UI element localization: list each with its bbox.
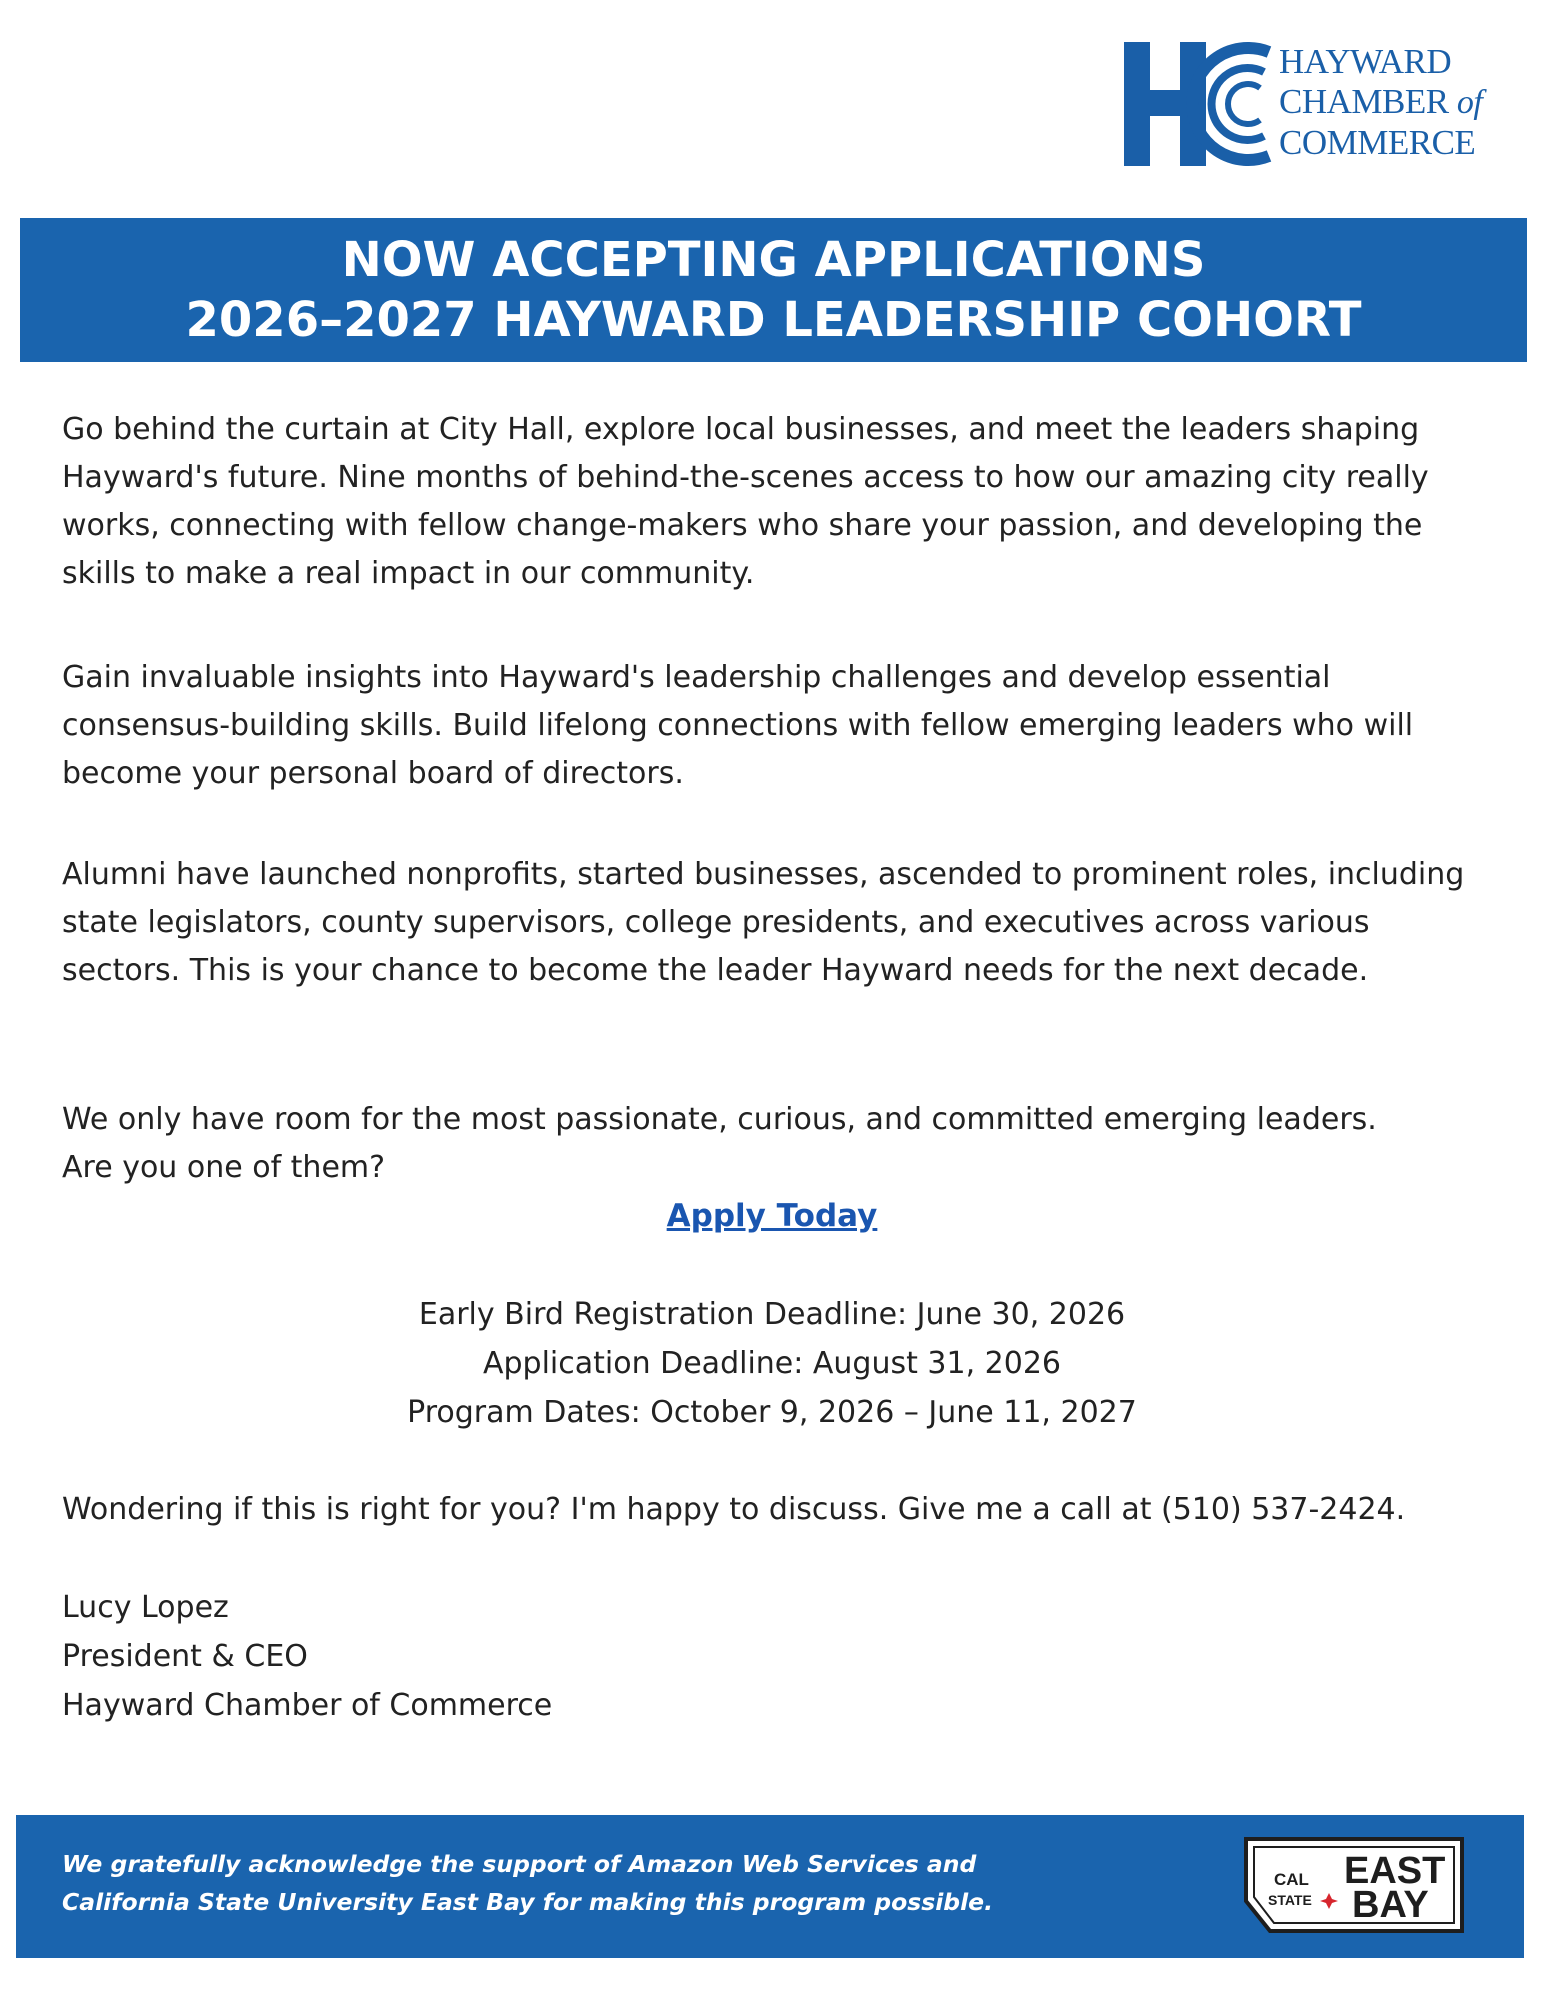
acknowledgement-text xyxy=(62,1845,993,1921)
insights-paragraph xyxy=(62,654,1492,798)
invitation-line-1: We only have room for the most passionate, curious, and committed emerging leaders. xyxy=(62,1102,1377,1137)
logo-of-word: of xyxy=(1456,84,1483,121)
acknowledgement-line-2: California State University East Bay for making this program possible. xyxy=(62,1888,994,1916)
invitation-paragraph xyxy=(62,1096,1492,1192)
logo-chamber-word: CHAMBER xyxy=(1279,82,1449,121)
signature-title: President & CEO xyxy=(62,1639,308,1674)
contact-paragraph xyxy=(62,1486,1492,1534)
csueb-state-text: STATE xyxy=(1268,1892,1312,1908)
csueb-bay-text: BAY xyxy=(1352,1884,1429,1926)
alumni-paragraph xyxy=(62,851,1492,995)
headline-line-1: NOW ACCEPTING APPLICATIONS xyxy=(341,232,1206,288)
invitation-line-2: Are you one of them? xyxy=(62,1150,386,1185)
apply-section xyxy=(0,1192,1544,1240)
sponsor-footer xyxy=(16,1815,1524,1958)
hc-monogram-icon xyxy=(1124,42,1274,170)
application-deadline: Application Deadline: August 31, 2026 xyxy=(482,1346,1062,1381)
logo-wordmark xyxy=(1279,42,1482,163)
apply-today-link[interactable]: Apply Today xyxy=(666,1198,878,1234)
logo-line-commerce: COMMERCE xyxy=(1279,123,1476,162)
program-dates: Program Dates: October 9, 2026 – June 11, 2027 xyxy=(407,1395,1137,1430)
chamber-logo xyxy=(1124,42,1502,170)
deadlines-block xyxy=(0,1290,1544,1437)
signature-name: Lucy Lopez xyxy=(62,1590,229,1625)
signature-org: Hayward Chamber of Commerce xyxy=(62,1688,553,1723)
paragraph-text: Wondering if this is right for you? I'm happy to discuss. Give me a call at (510) 537-2424. xyxy=(62,1492,1406,1527)
logo-line-chamber xyxy=(1279,82,1482,123)
paragraph-text: Gain invaluable insights into Hayward's leadership challenges and develop essential consensus-building skills. Build lifelong connections with fellow emerging leaders who will become your personal board of directors. xyxy=(62,660,1414,791)
signature-block xyxy=(62,1583,552,1730)
logo-line-hayward: HAYWARD xyxy=(1279,42,1452,81)
intro-paragraph xyxy=(62,406,1492,598)
early-bird-deadline: Early Bird Registration Deadline: June 30, 2026 xyxy=(418,1297,1126,1332)
paragraph-text: Go behind the curtain at City Hall, explore local businesses, and meet the leaders shaping Hayward's future. Nine months of behind-the-scenes access to how our amazing city really works, connecting with fellow change-makers who share your passion, and developing the skills to make a real impact in our community. xyxy=(62,412,1429,591)
paragraph-text: Alumni have launched nonprofits, started businesses, ascended to prominent roles, including state legislators, county supervisors, college presidents, and executives across various sectors. This is your chance to become the leader Hayward needs for the next decade. xyxy=(62,857,1465,988)
headline-banner xyxy=(20,218,1527,362)
headline-line-2: 2026–2027 HAYWARD LEADERSHIP COHORT xyxy=(185,292,1362,348)
csueb-logo xyxy=(1240,1835,1472,1939)
acknowledgement-line-1: We gratefully acknowledge the support of Amazon Web Services and xyxy=(62,1850,977,1878)
csueb-cal-text: CAL xyxy=(1274,1870,1309,1889)
csueb-east-text: EAST xyxy=(1344,1850,1446,1892)
